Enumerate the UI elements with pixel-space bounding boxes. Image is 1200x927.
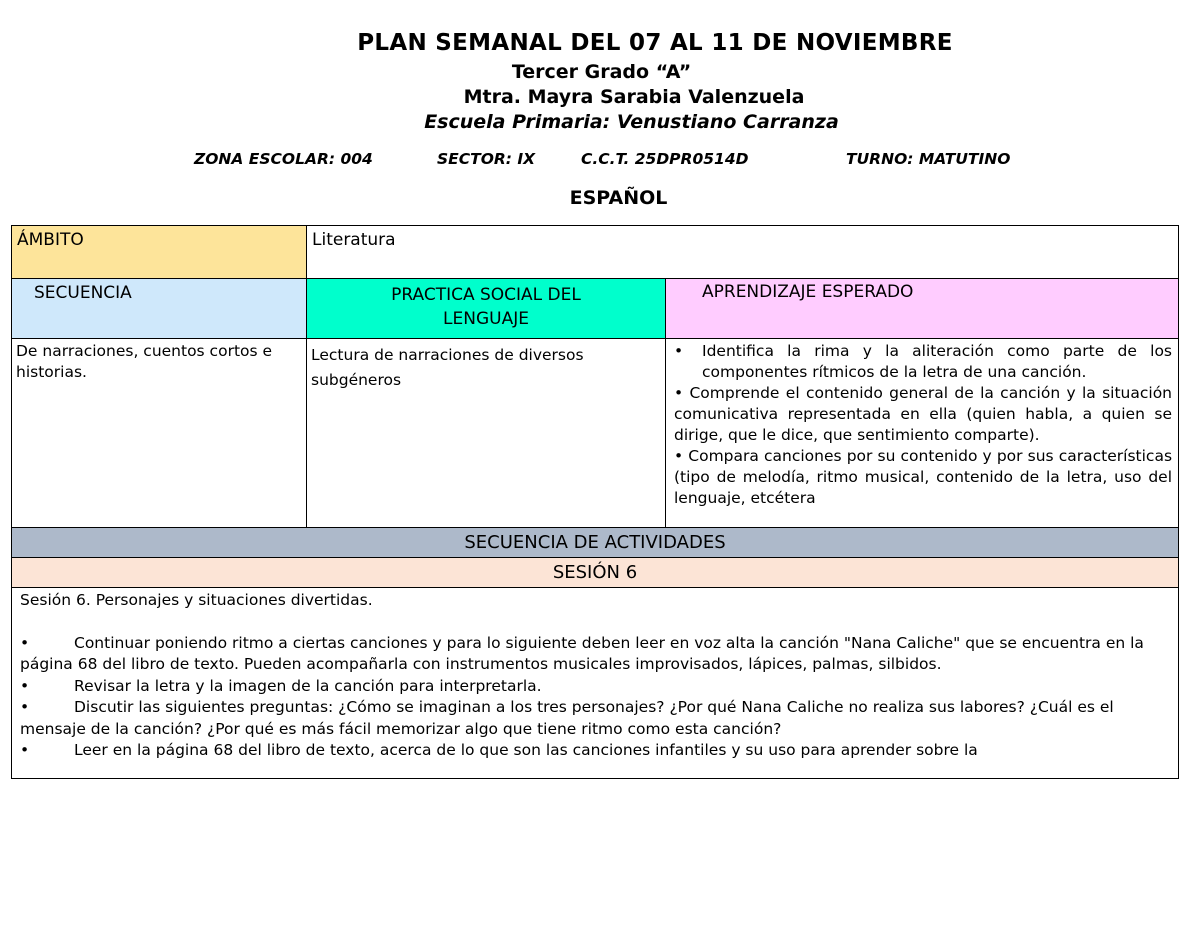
page-title: PLAN SEMANAL DEL 07 AL 11 DE NOVIEMBRE	[357, 30, 953, 56]
aprendizaje-item: • Compara canciones por su contenido y por sus características (tipo de melodía, ritmo musical, contenido de la letra, uso del lenguaje, etcétera	[674, 447, 1173, 507]
aprendizaje-text: Identifica la rima y la aliteración como parte de los componentes rítmicos de la letra de una canción.	[702, 342, 1173, 381]
bullet-icon: •	[674, 342, 684, 360]
list-item	[20, 697, 1172, 740]
plan-table	[11, 225, 1179, 779]
subject-title: ESPAÑOL	[569, 187, 668, 209]
actividad-text: Discutir las siguientes preguntas: ¿Cómo se imaginan a los tres personajes? ¿Por qué Nana Caliche no realiza sus labores? ¿Cuál es el mensaje de la canción? ¿Por qué es más fácil memorizar algo que tiene ritmo como esta canción?	[20, 698, 1114, 738]
practica-label: PRACTICA SOCIAL DEL LENGUAJE	[391, 285, 581, 329]
actividades-cell	[12, 588, 1179, 779]
secuencia-value: De narraciones, cuentos cortos e historias.	[16, 342, 273, 381]
list-item	[20, 676, 1172, 698]
actividad-text: Revisar la letra y la imagen de la canción para interpretarla.	[74, 676, 542, 695]
sesion-subtitle: Sesión 6. Personajes y situaciones divertidas.	[20, 591, 373, 609]
practica-value: Lectura de narraciones de diversos subgéneros	[311, 346, 584, 389]
teacher-name: Mtra. Mayra Sarabia Valenzuela	[463, 86, 805, 108]
grade-label: Tercer Grado “A”	[511, 61, 692, 83]
secuencia-cell	[12, 339, 307, 528]
ambito-value: Literatura	[312, 230, 396, 250]
aprendizaje-cell	[666, 339, 1179, 528]
aprendizaje-item: • Comprende el contenido general de la canción y la situación comunicativa representada en ella (quien habla, a quien se dirige, que le dice, que sentimiento comparte).	[674, 384, 1173, 444]
secuencia-label: SECUENCIA	[34, 283, 132, 303]
bullet-icon: •	[20, 698, 30, 716]
bullet-icon: •	[20, 741, 30, 759]
actividad-text: Continuar poniendo ritmo a ciertas canciones y para lo siguiente deben leer en voz alta la canción "Nana Caliche" que se encuentra en la página 68 del libro de texto. Pueden acompañarla con instrumentos musicales improvisados, lápices, palmas, silbidos.	[20, 633, 1144, 673]
ambito-value-cell	[307, 226, 1179, 279]
actividad-text: Leer en la página 68 del libro de texto, acerca de lo que son las canciones infantiles y su uso para aprender sobre la	[74, 741, 978, 759]
bullet-icon: •	[20, 633, 30, 652]
list-item	[20, 633, 1172, 676]
list-item	[20, 740, 1172, 762]
bullet-icon: •	[20, 676, 30, 695]
sesion-header: SESIÓN 6	[12, 558, 1179, 588]
aprendizaje-label: APRENDIZAJE ESPERADO	[702, 282, 914, 302]
zona-escolar: ZONA ESCOLAR: 004	[194, 150, 373, 168]
school-name: Escuela Primaria: Venustiano Carranza	[424, 111, 839, 133]
turno: TURNO: MATUTINO	[846, 150, 1011, 168]
cct: C.C.T. 25DPR0514D	[581, 150, 749, 168]
sector: SECTOR: IX	[437, 150, 536, 168]
aprendizaje-item	[674, 341, 1172, 383]
ambito-label-cell	[12, 226, 307, 279]
ambito-label: ÁMBITO	[17, 230, 84, 250]
secuencia-header	[12, 279, 307, 339]
aprendizaje-header	[666, 279, 1179, 339]
practica-header	[307, 279, 666, 339]
practica-cell	[307, 339, 666, 528]
secuencia-actividades-header: SECUENCIA DE ACTIVIDADES	[12, 528, 1179, 558]
